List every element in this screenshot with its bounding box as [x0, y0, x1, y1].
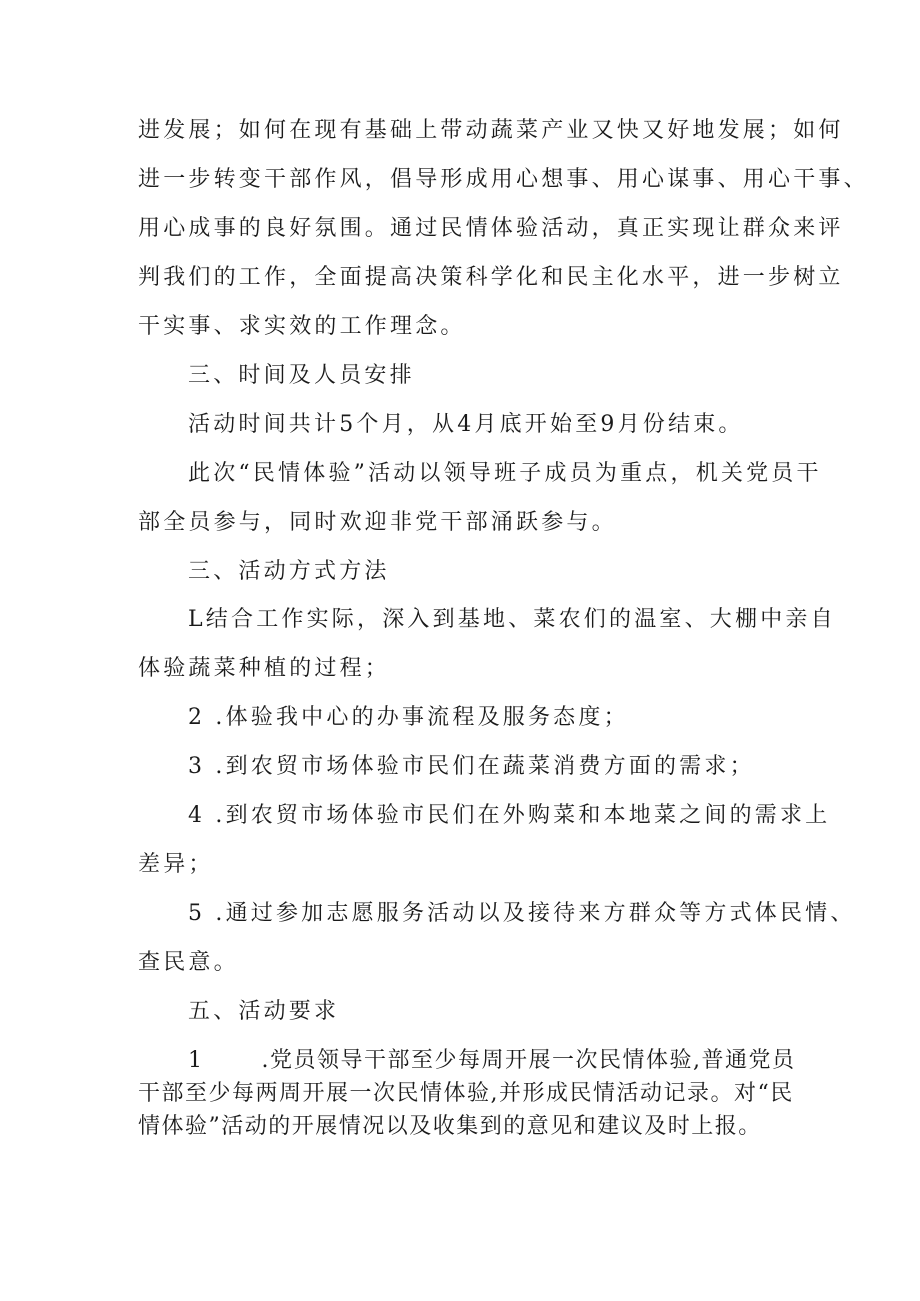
- list-item: 2 .体验我中心的办事流程及服务态度；: [188, 705, 629, 730]
- section-heading: 五、活动要求: [188, 999, 340, 1024]
- text-line: 情体验”活动的开展情况以及收集到的意见和建议及时上报。: [138, 1114, 762, 1139]
- text-line: 干部至少每两周开展一次民情体验,并形成民情活动记录。对“民: [138, 1081, 794, 1106]
- text-line: 用心成事的良好氛围。通过民情体验活动，真正实现让群众来评: [138, 216, 844, 241]
- text-line: 活动时间共计5个月，从4月底开始至9月份结束。: [188, 412, 744, 437]
- text-line: 此次“民情体验”活动以领导班子成员为重点，机关党员干: [188, 461, 822, 486]
- list-item: 5 .通过参加志愿服务活动以及接待来方群众等方式体民情、: [188, 901, 856, 926]
- section-heading: 三、活动方式方法: [188, 559, 390, 584]
- list-item: 4 .到农贸市场体验市民们在外购菜和本地菜之间的需求上: [188, 803, 831, 828]
- list-item-number: 1: [188, 1048, 204, 1073]
- section-heading: 三、时间及人员安排: [188, 363, 415, 388]
- text-line: 体验蔬菜种植的过程；: [138, 656, 391, 681]
- text-line: 进一步转变干部作风，倡导形成用心想事、用心谋事、用心干事、: [138, 167, 869, 192]
- list-item: L结合工作实际，深入到基地、菜农们的温室、大棚中亲自: [188, 607, 836, 632]
- list-item: 3 .到农贸市场体验市民们在蔬菜消费方面的需求；: [188, 754, 755, 779]
- text-line: 进发展；如何在现有基础上带动蔬菜产业又快又好地发展；如何: [138, 118, 844, 143]
- list-item-text: .党员领导干部至少每周开展一次民情体验,普通党员: [261, 1048, 796, 1073]
- text-line: 干实事、求实效的工作理念。: [138, 314, 466, 339]
- text-line: 判我们的工作，全面提高决策科学化和民主化水平，进一步树立: [138, 265, 844, 290]
- text-line: 查民意。: [138, 950, 239, 975]
- list-item: [188, 1046, 796, 1076]
- text-line: 差异；: [138, 852, 214, 877]
- text-line: 部全员参与，同时欢迎非党干部涌跃参与。: [138, 510, 617, 535]
